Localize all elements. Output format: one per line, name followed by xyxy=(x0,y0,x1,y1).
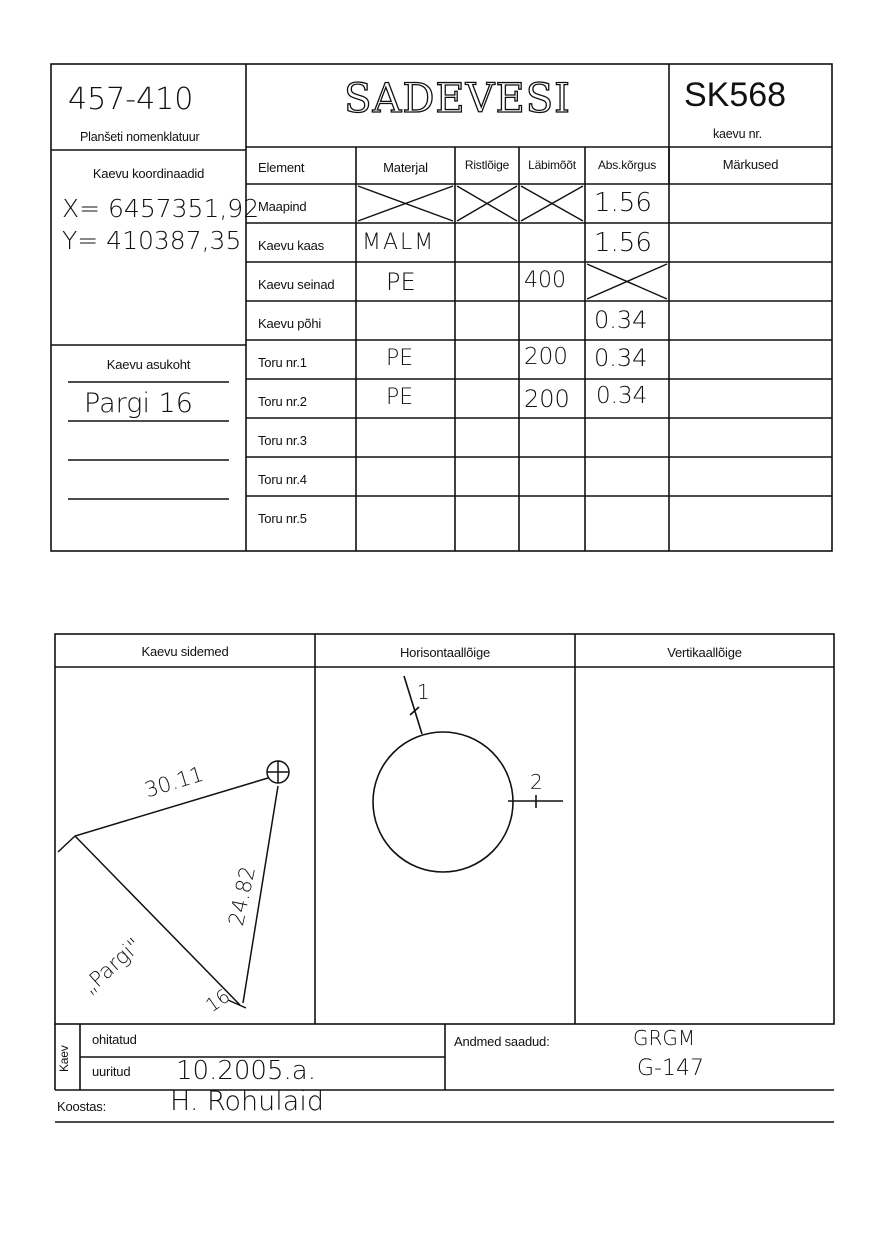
cell-diameter: 200 xyxy=(524,344,568,370)
coord-y: Y= 410387,35 xyxy=(62,226,242,255)
horizontal-section-label: Horisontaallõige xyxy=(399,645,491,660)
data-source-value-1: GRGM xyxy=(633,1026,696,1050)
cell-height: 0.34 xyxy=(596,383,648,409)
pipe-2-label: 2 xyxy=(530,770,543,794)
col-header-abs-height: Abs.kõrgus xyxy=(597,158,657,172)
links-label: Kaevu sidemed xyxy=(141,644,229,659)
surveyed-value: 10.2005.a. xyxy=(176,1056,316,1086)
cell-material: PE xyxy=(386,346,414,371)
cell-material: PE xyxy=(386,385,414,410)
row-label: Toru nr.3 xyxy=(258,433,307,448)
data-source-value-2: G-147 xyxy=(637,1056,704,1081)
row-label: Toru nr.5 xyxy=(258,511,307,526)
sketch-frame xyxy=(55,634,834,1024)
vertical-section-label: Vertikaallõige xyxy=(667,645,742,660)
cell-height: 0.34 xyxy=(594,306,648,334)
checked-label: ohitatud xyxy=(92,1032,137,1047)
cell-height: 0.34 xyxy=(594,344,648,372)
distance-side: 24.82 xyxy=(224,864,261,928)
distance-top: 30.11 xyxy=(141,761,207,803)
coord-x: X= 6457351,92 xyxy=(62,194,260,223)
row-label: Kaevu kaas xyxy=(258,238,324,253)
page-title: SADEVESI xyxy=(344,76,571,122)
cell-material: PE xyxy=(386,268,416,296)
cell-diameter: 400 xyxy=(524,268,566,293)
corner-label: 16 xyxy=(201,985,235,1017)
cell-material: MALM xyxy=(362,230,436,255)
row-label: Toru nr.1 xyxy=(258,355,307,370)
col-header-cross-section: Ristlõige xyxy=(464,158,510,172)
row-label: Kaevu põhi xyxy=(258,316,322,331)
col-header-notes: Märkused xyxy=(722,157,779,172)
map-sheet-label: Planšeti nomenklatuur xyxy=(80,130,200,144)
location-label: Kaevu asukoht xyxy=(106,357,191,372)
pipe-1-label: 1 xyxy=(417,680,430,704)
map-sheet-value: 457-410 xyxy=(68,82,194,117)
row-label: Kaevu seinad xyxy=(258,277,335,292)
coordinates-label: Kaevu koordinaadid xyxy=(92,166,205,181)
well-number-value: SK568 xyxy=(684,76,787,114)
cell-height: 1.56 xyxy=(594,228,652,258)
cell-diameter: 200 xyxy=(524,385,570,413)
well-number-label: kaevu nr. xyxy=(713,127,762,141)
col-header-element: Element xyxy=(258,160,305,175)
col-header-diameter: Läbimõõt xyxy=(528,158,576,172)
row-label: Toru nr.2 xyxy=(258,394,307,409)
compiled-by-label: Koostas: xyxy=(57,1099,106,1114)
kaev-label: Kaev xyxy=(57,1045,71,1072)
data-source-label: Andmed saadud: xyxy=(454,1034,550,1049)
cell-height: 1.56 xyxy=(594,188,652,218)
compiled-by-value: H. Rohulaid xyxy=(170,1086,324,1117)
well-circle xyxy=(373,732,513,872)
street-label: „Pargi" xyxy=(77,933,146,999)
row-label: Maapind xyxy=(258,199,307,214)
location-value: Pargi 16 xyxy=(84,388,193,419)
col-header-material: Materjal xyxy=(383,160,428,175)
surveyed-label: uuritud xyxy=(92,1064,131,1079)
row-label: Toru nr.4 xyxy=(258,472,307,487)
